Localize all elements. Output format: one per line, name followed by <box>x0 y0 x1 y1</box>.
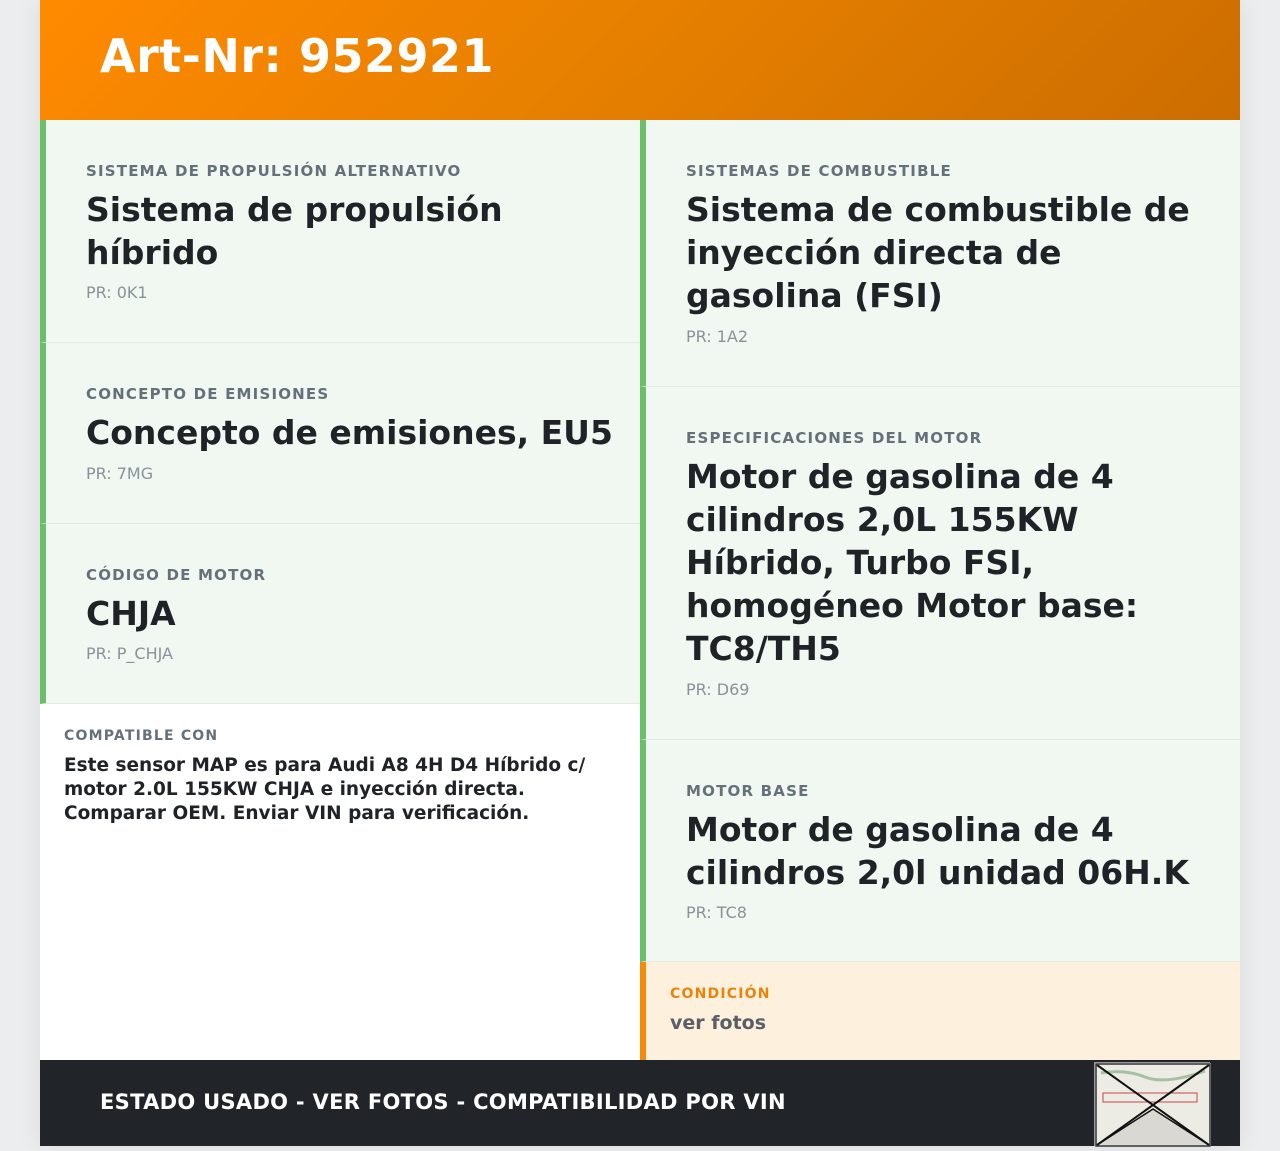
spec-card-engine-code <box>40 524 640 704</box>
spec-card-fuel-system <box>640 120 1240 387</box>
spec-label: SISTEMA DE PROPULSIÓN ALTERNATIVO <box>86 162 462 180</box>
spec-pr-code: PR: TC8 <box>686 903 747 922</box>
header-banner <box>40 0 1240 120</box>
spec-pr-code: PR: P_CHJA <box>86 644 173 663</box>
spec-label: ESPECIFICACIONES DEL MOTOR <box>686 429 983 447</box>
spec-value: Motor de gasolina de 4 cilindros 2,0L 155KW Híbrido, Turbo FSI, homogéneo Motor base: TC8/TH5 <box>686 457 1139 668</box>
product-photo-thumbnail[interactable] <box>1094 1062 1210 1146</box>
condition-label: CONDICIÓN <box>670 986 771 1002</box>
spec-card-emissions <box>40 343 640 524</box>
spec-value: Motor de gasolina de 4 cilindros 2,0l unidad 06H.K <box>686 810 1189 892</box>
condition-section <box>640 962 1240 1060</box>
condition-value: ver fotos <box>670 1012 767 1034</box>
spec-pr-code: PR: 1A2 <box>686 327 749 346</box>
spec-value: Concepto de emisiones, EU5 <box>86 413 613 452</box>
spec-card-propulsion <box>40 120 640 343</box>
spec-card-base-engine <box>640 740 1240 962</box>
footer-text: ESTADO USADO - VER FOTOS - COMPATIBILIDAD POR VIN <box>100 1090 786 1114</box>
spec-pr-code: PR: 0K1 <box>86 283 148 302</box>
spec-card-engine-specs <box>640 387 1240 740</box>
compatibility-text: Este sensor MAP es para Audi A8 4H D4 Híbrido c/ motor 2.0L 155KW CHJA e inyección directa. Comparar OEM. Enviar VIN para verificación. <box>64 755 586 824</box>
spec-value: Sistema de combustible de inyección directa de gasolina (FSI) <box>686 190 1190 315</box>
spec-pr-code: PR: 7MG <box>86 464 154 483</box>
envelope-icon <box>1095 1063 1211 1147</box>
spec-label: SISTEMAS DE COMBUSTIBLE <box>686 162 952 180</box>
spec-pr-code: PR: D69 <box>686 680 750 699</box>
spec-label: MOTOR BASE <box>686 782 810 800</box>
spec-label: CÓDIGO DE MOTOR <box>86 566 267 584</box>
compatibility-section <box>40 704 640 1060</box>
article-number-title: Art-Nr: 952921 <box>100 29 495 83</box>
spec-label: CONCEPTO DE EMISIONES <box>86 385 330 403</box>
compatibility-label: COMPATIBLE CON <box>64 728 219 744</box>
spec-value: CHJA <box>86 594 176 633</box>
spec-value: Sistema de propulsión híbrido <box>86 190 503 272</box>
footer-bar <box>40 1060 1240 1146</box>
product-sheet <box>40 0 1240 1146</box>
